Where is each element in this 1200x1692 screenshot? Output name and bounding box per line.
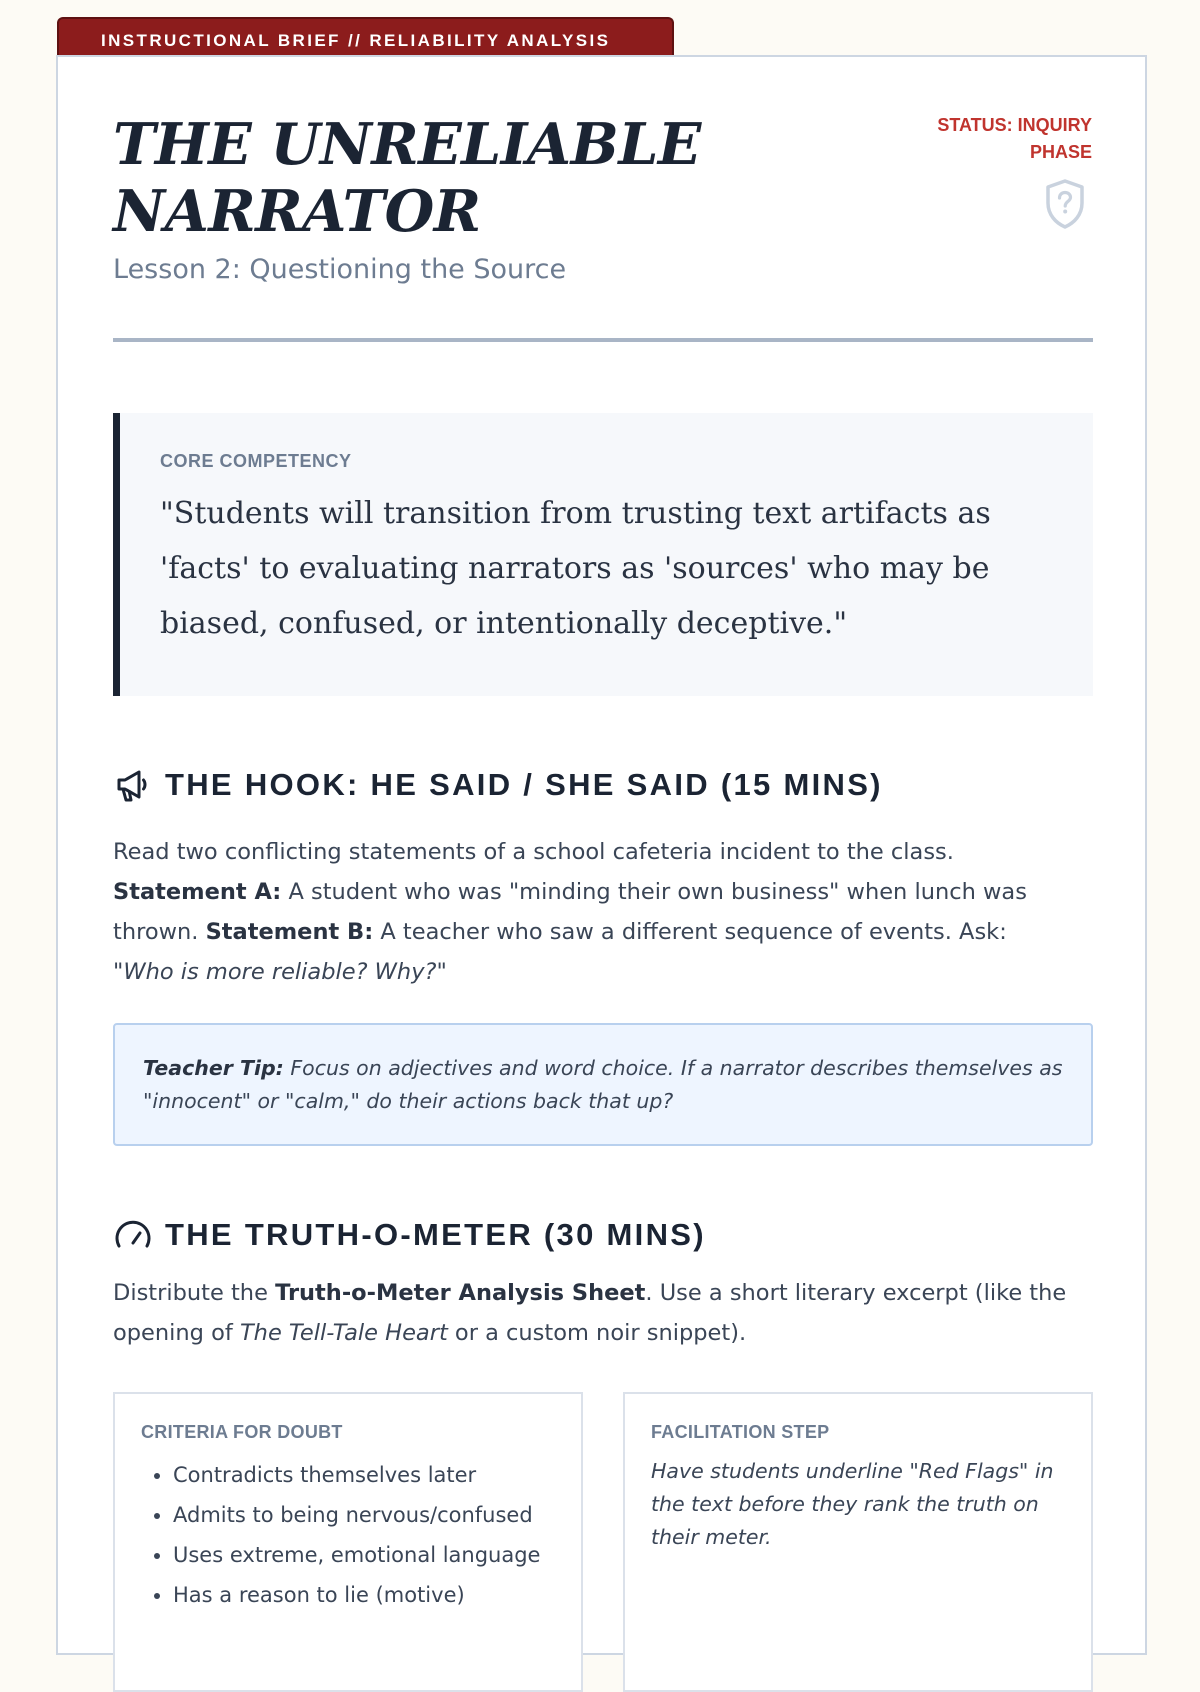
- meter-text-1: Distribute the: [113, 1280, 276, 1306]
- criteria-label: CRITERIA FOR DOUBT: [141, 1422, 343, 1442]
- facilitation-box: [623, 1392, 1093, 1692]
- page-title: THE UNRELIABLE NARRATOR: [113, 111, 701, 245]
- hook-paragraph: [113, 832, 1103, 992]
- criteria-list: [141, 1455, 555, 1615]
- hook-title: THE HOOK: HE SAID / SHE SAID (15 MINS): [165, 767, 883, 802]
- header-divider: [113, 338, 1093, 342]
- list-item: • Uses extreme, emotional language: [173, 1535, 555, 1575]
- core-competency-quote: "Students will transition from trusting text artifacts as 'facts' to evaluating narrators as 'sources' who may be biased, confused, or intentionally deceptive.": [160, 496, 991, 641]
- core-competency-block: [113, 413, 1093, 696]
- statement-a-text: A student who was "minding their own business" when lunch was thrown.: [113, 879, 1027, 945]
- hook-heading: [113, 765, 883, 805]
- criteria-box: [113, 1392, 583, 1692]
- truth-meter-heading: [113, 1215, 706, 1255]
- shield-question-icon: [1043, 178, 1087, 230]
- meter-text-2: . Use a short literary excerpt (like the opening of: [113, 1280, 1067, 1346]
- megaphone-icon: [113, 765, 153, 805]
- statement-b-label: Statement B:: [205, 919, 374, 945]
- statement-a-label: Statement A:: [113, 879, 282, 905]
- literary-work-title: The Tell-Tale Heart: [239, 1320, 448, 1346]
- lesson-card: [56, 55, 1147, 1655]
- list-item: • Has a reason to lie (motive): [173, 1575, 555, 1615]
- truth-meter-paragraph: [113, 1273, 1103, 1353]
- facilitation-label: FACILITATION STEP: [651, 1422, 830, 1442]
- truth-meter-title: THE TRUTH-O-METER (30 MINS): [165, 1217, 706, 1252]
- document-tab: INSTRUCTIONAL BRIEF // RELIABILITY ANALYSIS: [57, 17, 674, 60]
- analysis-sheet-name: Truth-o-Meter Analysis Sheet: [275, 1280, 646, 1306]
- list-item: • Contradicts themselves later: [173, 1455, 555, 1495]
- hook-question: "Who is more reliable? Why?": [113, 959, 447, 985]
- hook-intro: Read two conflicting statements of a school cafeteria incident to the class.: [113, 839, 954, 865]
- meter-text-3: or a custom noir snippet).: [447, 1320, 747, 1346]
- gauge-icon: [113, 1215, 153, 1255]
- status-badge: STATUS: INQUIRY PHASE: [937, 115, 1092, 162]
- lesson-subtitle: Lesson 2: Questioning the Source: [113, 254, 567, 285]
- teacher-tip-text: Focus on adjectives and word choice. If a narrator describes themselves as "innocent" or "calm," do their actions back that up?: [143, 1056, 1063, 1113]
- list-item: • Admits to being nervous/confused: [173, 1495, 555, 1535]
- statement-b-text: A teacher who saw a different sequence of events. Ask:: [373, 919, 1007, 945]
- facilitation-text: Have students underline "Red Flags" in the text before they rank the truth on their meter.: [651, 1459, 1054, 1549]
- core-competency-label: CORE COMPETENCY: [160, 451, 352, 471]
- teacher-tip-label: Teacher Tip:: [143, 1056, 284, 1080]
- teacher-tip: [113, 1023, 1093, 1146]
